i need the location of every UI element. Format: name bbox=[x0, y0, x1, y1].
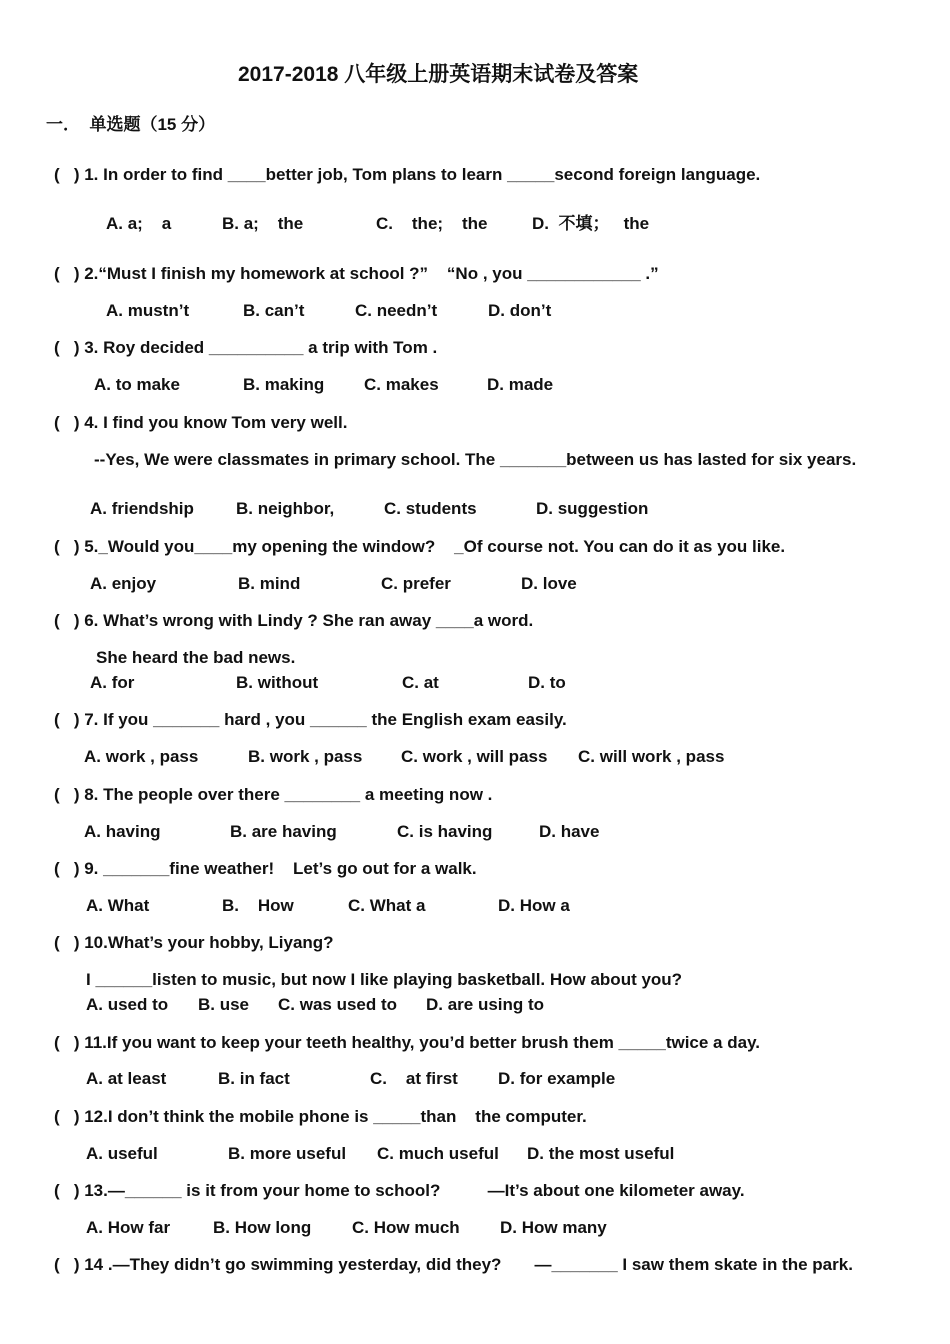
question-9-stem: ( ) 9. _______fine weather! Let’s go out for a walk. bbox=[54, 859, 477, 878]
question-6-stem: ( ) 6. What’s wrong with Lindy ? She ran away ____a word. bbox=[54, 611, 534, 630]
question-7-option-b: B. work , pass bbox=[248, 747, 363, 766]
question-5-option-a: A. enjoy bbox=[90, 574, 157, 593]
question-2-option-a: A. mustn’t bbox=[106, 301, 190, 320]
question-5-stem: ( ) 5._Would you____my opening the window? _Of course not. You can do it as you like. bbox=[54, 537, 786, 556]
question-3-option-d: D. made bbox=[487, 375, 554, 394]
question-3-option-c: C. makes bbox=[364, 375, 439, 394]
question-2-option-b: B. can’t bbox=[243, 301, 305, 320]
question-4-option-d: D. suggestion bbox=[536, 499, 649, 518]
question-9-option-b: B. How bbox=[222, 896, 294, 915]
question-7-option-d: C. will work , pass bbox=[578, 747, 725, 766]
question-1-option-b: B. a; the bbox=[222, 214, 304, 233]
question-11-option-c: C. at first bbox=[370, 1069, 458, 1088]
question-8-option-c: C. is having bbox=[397, 822, 493, 841]
question-3-option-a: A. to make bbox=[94, 375, 180, 394]
question-10-line2: I ______listen to music, but now I like playing basketball. How about you? bbox=[86, 970, 683, 989]
question-11-option-b: B. in fact bbox=[218, 1069, 290, 1088]
question-13-option-d: D. How many bbox=[500, 1218, 607, 1237]
question-1-option-a: A. a; a bbox=[106, 214, 172, 233]
question-14-stem: ( ) 14 .—They didn’t go swimming yesterday, did they? —_______ I saw them skate in the park. bbox=[54, 1255, 853, 1274]
question-12-option-a: A. useful bbox=[86, 1144, 158, 1163]
question-9-option-a: A. What bbox=[86, 896, 150, 915]
question-4-option-c: C. students bbox=[384, 499, 477, 518]
question-7-option-a: A. work , pass bbox=[84, 747, 199, 766]
question-1-stem: ( ) 1. In order to find ____better job, Tom plans to learn _____second foreign language. bbox=[54, 165, 761, 184]
question-13-option-a: A. How far bbox=[86, 1218, 171, 1237]
question-1-option-c: C. the; the bbox=[376, 214, 488, 233]
question-4-option-a: A. friendship bbox=[90, 499, 194, 518]
question-2-option-c: C. needn’t bbox=[355, 301, 438, 320]
question-6-option-b: B. without bbox=[236, 673, 319, 692]
question-6-option-d: D. to bbox=[528, 673, 566, 692]
question-12-stem: ( ) 12.I don’t think the mobile phone is _____than the computer. bbox=[54, 1107, 587, 1126]
question-7-option-c: C. work , will pass bbox=[401, 747, 548, 766]
question-13-option-c: C. How much bbox=[352, 1218, 460, 1237]
question-12-option-b: B. more useful bbox=[228, 1144, 347, 1163]
question-1-option-d: D. 不填； the bbox=[532, 214, 650, 233]
question-4-stem: ( ) 4. I find you know Tom very well. bbox=[54, 413, 348, 432]
question-4-option-b: B. neighbor, bbox=[236, 499, 335, 518]
question-11-option-a: A. at least bbox=[86, 1069, 167, 1088]
question-3-stem: ( ) 3. Roy decided __________ a trip with Tom . bbox=[54, 338, 438, 357]
question-8-stem: ( ) 8. The people over there ________ a meeting now . bbox=[54, 785, 493, 804]
question-6-option-c: C. at bbox=[402, 673, 439, 692]
question-6-option-a: A. for bbox=[90, 673, 135, 692]
question-9-option-d: D. How a bbox=[498, 896, 570, 915]
question-3-option-b: B. making bbox=[243, 375, 325, 394]
question-13-option-b: B. How long bbox=[213, 1218, 312, 1237]
question-4-line2: --Yes, We were classmates in primary school. The _______between us has lasted for six years. bbox=[94, 450, 857, 469]
question-10-option-c: C. was used to bbox=[278, 995, 398, 1014]
question-8-option-a: A. having bbox=[84, 822, 161, 841]
question-8-option-b: B. are having bbox=[230, 822, 337, 841]
question-13-stem: ( ) 13.—______ is it from your home to school? —It’s about one kilometer away. bbox=[54, 1181, 745, 1200]
question-11-stem: ( ) 11.If you want to keep your teeth healthy, you’d better brush them _____twice a day. bbox=[54, 1033, 760, 1052]
question-2-option-d: D. don’t bbox=[488, 301, 552, 320]
question-10-option-a: A. used to bbox=[86, 995, 169, 1014]
question-8-option-d: D. have bbox=[539, 822, 600, 841]
question-5-option-c: C. prefer bbox=[381, 574, 451, 593]
question-9-option-c: C. What a bbox=[348, 896, 426, 915]
question-12-option-d: D. the most useful bbox=[527, 1144, 675, 1163]
section-heading: 一． 单选题（15 分） bbox=[46, 115, 216, 134]
exam-title: 2017-2018 八年级上册英语期末试卷及答案 bbox=[238, 63, 639, 86]
question-2-stem: ( ) 2.“Must I finish my homework at school ?” “No , you ____________ .” bbox=[54, 264, 659, 283]
question-12-option-c: C. much useful bbox=[377, 1144, 499, 1163]
question-10-option-d: D. are using to bbox=[426, 995, 545, 1014]
question-11-option-d: D. for example bbox=[498, 1069, 616, 1088]
question-7-stem: ( ) 7. If you _______ hard , you ______ the English exam easily. bbox=[54, 710, 567, 729]
question-10-stem: ( ) 10.What’s your hobby, Liyang? bbox=[54, 933, 334, 952]
question-6-line2: She heard the bad news. bbox=[96, 648, 296, 667]
question-5-option-d: D. love bbox=[521, 574, 577, 593]
question-10-option-b: B. use bbox=[198, 995, 250, 1014]
question-5-option-b: B. mind bbox=[238, 574, 301, 593]
